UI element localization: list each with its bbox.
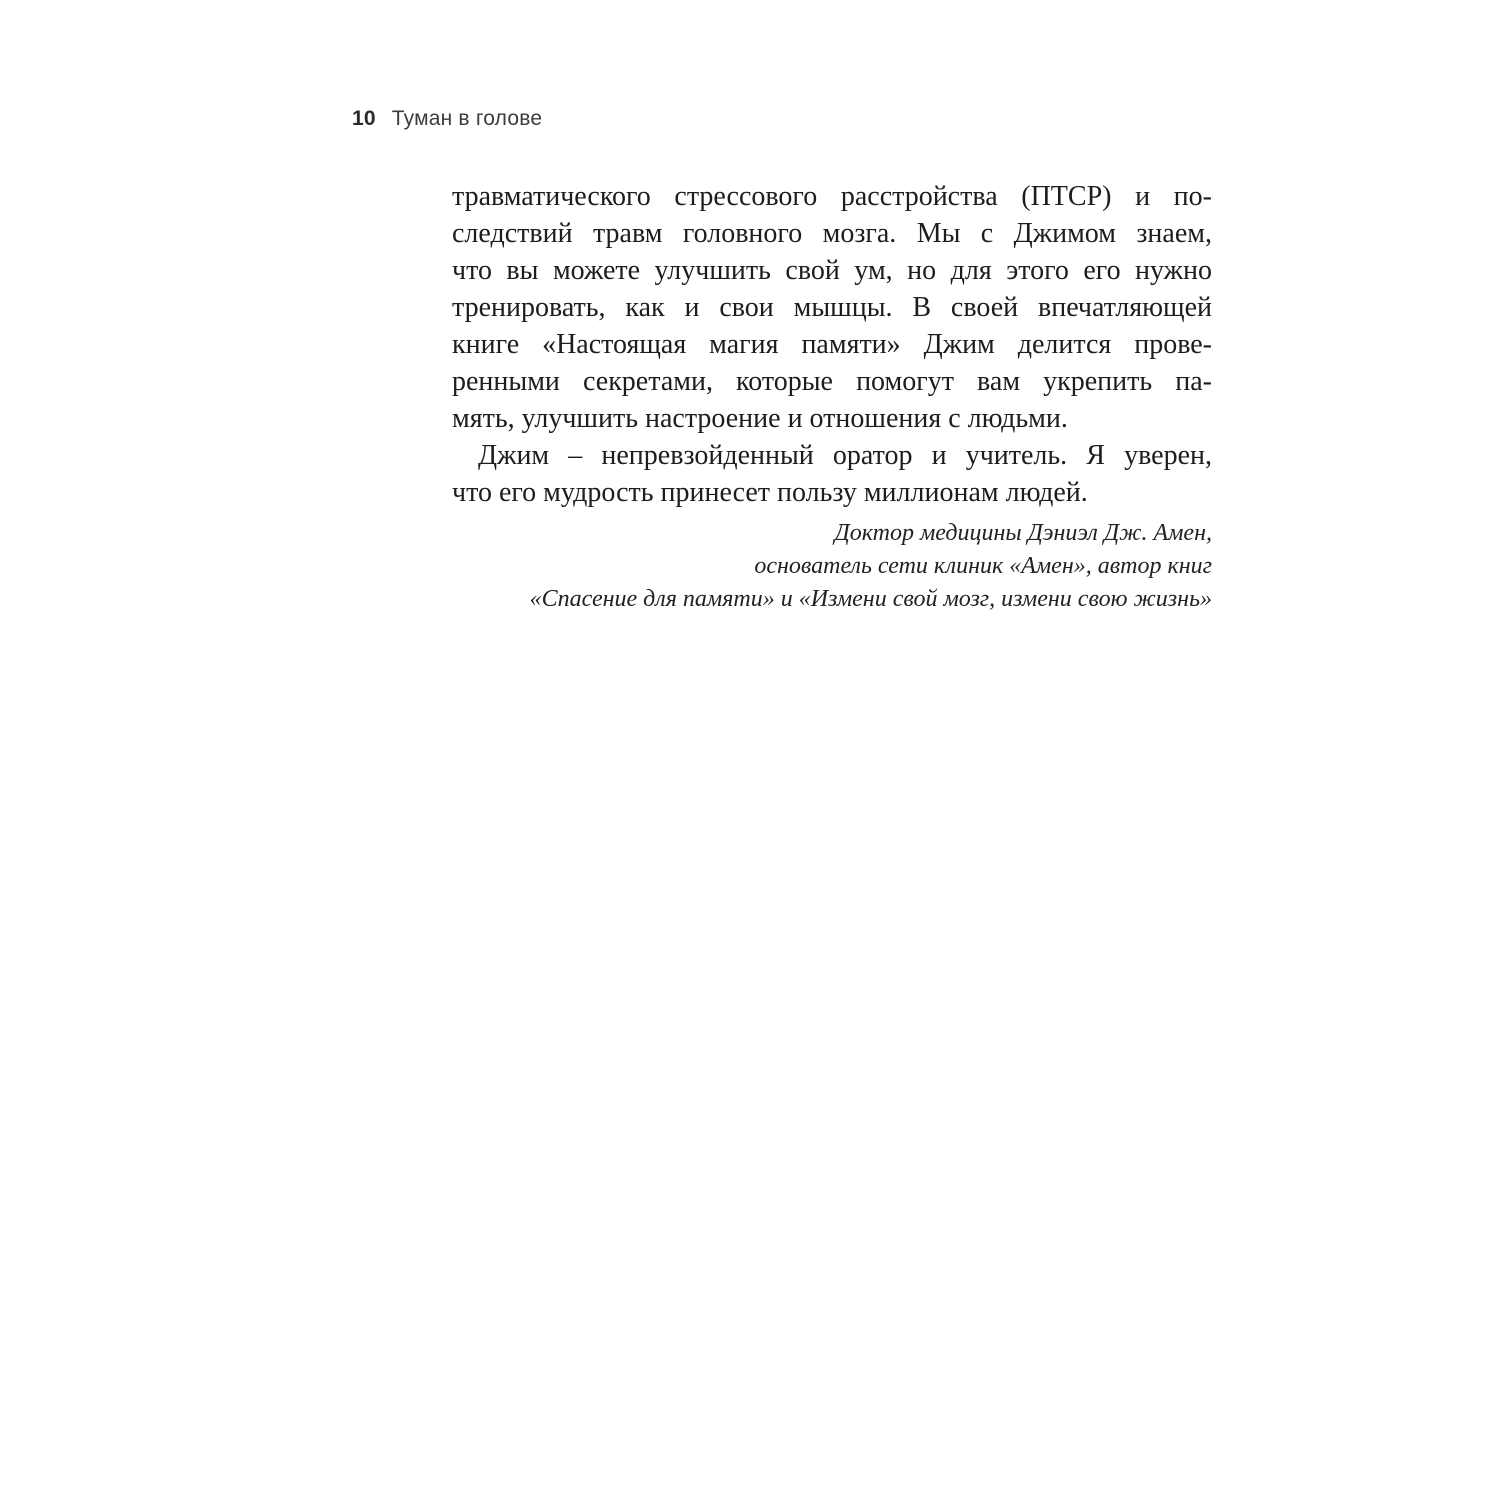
body-line: книге «Настоящая магия памяти» Джим делится прове- xyxy=(452,329,1212,360)
attribution-line: основатель сети клиник «Амен», автор книг xyxy=(754,553,1212,579)
running-header xyxy=(352,106,542,132)
attribution-block xyxy=(452,517,1212,616)
attribution-line: Доктор медицины Дэниэл Дж. Амен, xyxy=(834,520,1212,546)
paragraph-1 xyxy=(452,178,1212,437)
body-line: тренировать, как и свои мышцы. В своей впечатляющей xyxy=(452,292,1212,323)
body-line: что его мудрость принесет пользу миллионам людей. xyxy=(452,477,1088,508)
attribution-line: «Спасение для памяти» и «Измени свой мозг, измени свою жизнь» xyxy=(529,586,1212,612)
body-text-block xyxy=(452,178,1212,616)
body-line: следствий травм головного мозга. Мы с Джимом знаем, xyxy=(452,218,1212,249)
body-line: ренными секретами, которые помогут вам укрепить па- xyxy=(452,366,1212,397)
page-number: 10 xyxy=(352,107,376,130)
body-line: Джим – непревзойденный оратор и учитель. Я уверен, xyxy=(478,440,1212,471)
running-title: Туман в голове xyxy=(391,107,543,130)
body-line: травматического стрессового расстройства (ПТСР) и по- xyxy=(452,181,1212,212)
body-line: мять, улучшить настроение и отношения с людьми. xyxy=(452,403,1068,434)
body-line: что вы можете улучшить свой ум, но для этого его нужно xyxy=(452,255,1212,286)
paragraph-2 xyxy=(452,437,1212,511)
